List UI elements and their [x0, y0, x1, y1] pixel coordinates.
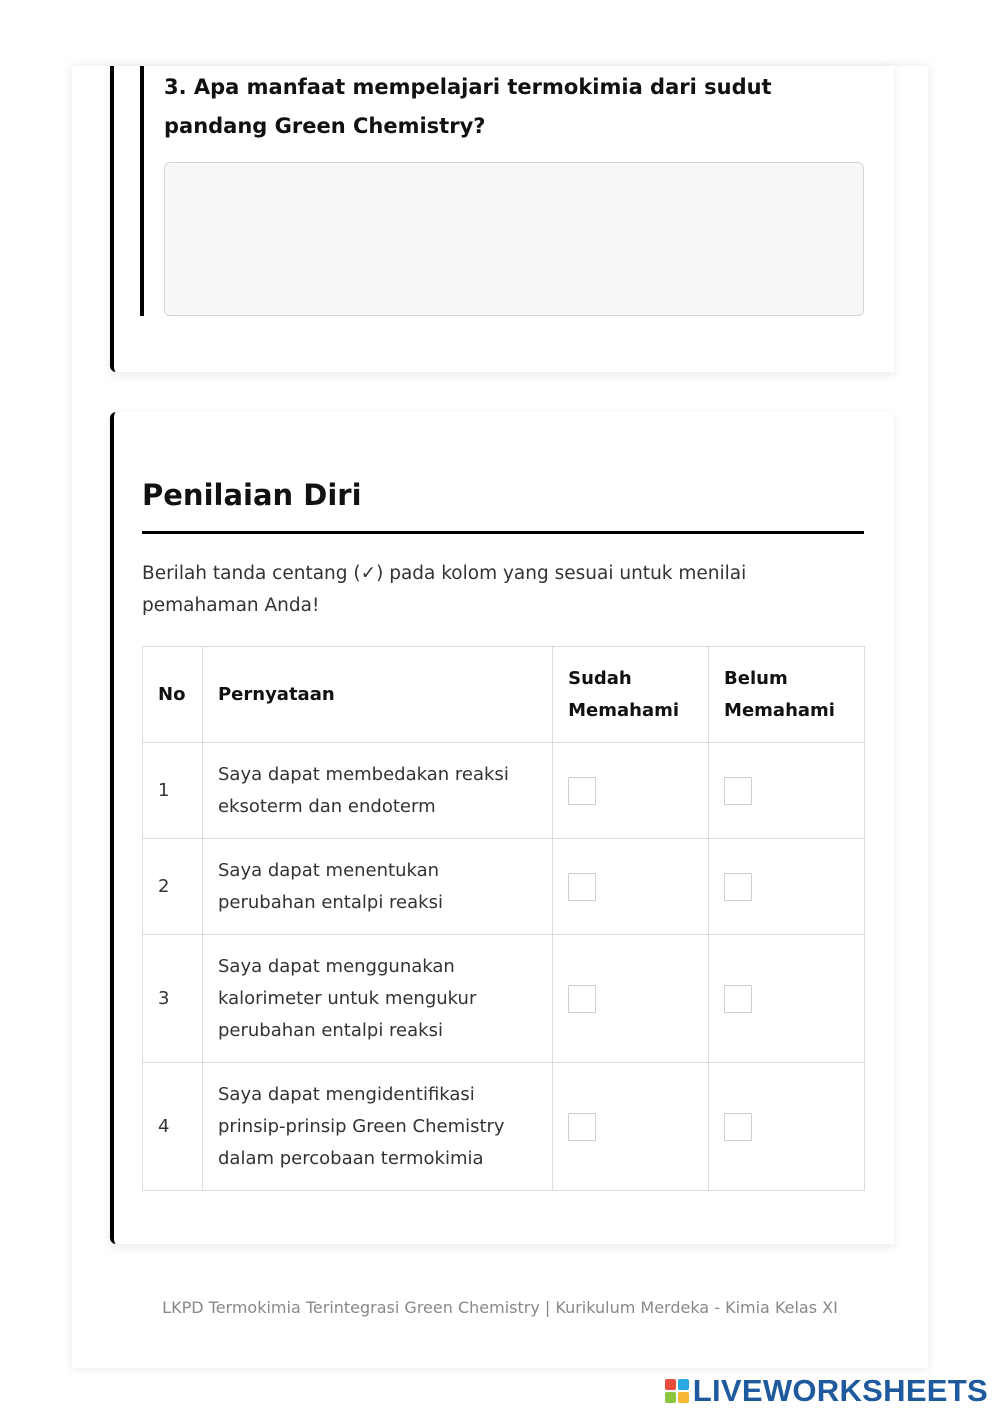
liveworksheets-brand[interactable]	[665, 1374, 988, 1408]
understood-cell	[553, 935, 709, 1063]
header-statement: Pernyataan	[202, 647, 552, 743]
section-title: Penilaian Diri	[142, 478, 362, 512]
row-number: 2	[143, 839, 203, 935]
question-text: 3. Apa manfaat mempelajari termokimia dari sudut pandang Green Chemistry?	[164, 75, 772, 138]
not-understood-checkbox[interactable]	[724, 777, 752, 805]
row-number: 3	[143, 935, 203, 1063]
table-row	[143, 839, 865, 935]
self-assessment-table	[142, 646, 865, 1191]
understood-checkbox[interactable]	[568, 777, 596, 805]
not-understood-cell	[709, 1063, 865, 1191]
not-understood-checkbox[interactable]	[724, 1113, 752, 1141]
header-not-understood: Belum Memahami	[709, 647, 865, 743]
title-divider	[142, 531, 864, 534]
logo-square-blue	[678, 1379, 689, 1390]
row-statement: Saya dapat menggunakan kalorimeter untuk mengukur perubahan entalpi reaksi	[202, 935, 552, 1063]
row-statement: Saya dapat mengidentifikasi prinsip-prinsip Green Chemistry dalam percobaan termokimia	[202, 1063, 552, 1191]
header-no: No	[143, 647, 203, 743]
question-block	[140, 66, 874, 316]
page-footer: LKPD Termokimia Terintegrasi Green Chemistry | Kurikulum Merdeka - Kimia Kelas XI	[162, 1298, 838, 1317]
header-understood: Sudah Memahami	[553, 647, 709, 743]
row-statement: Saya dapat membedakan reaksi eksoterm dan endoterm	[202, 743, 552, 839]
row-statement: Saya dapat menentukan perubahan entalpi reaksi	[202, 839, 552, 935]
row-number: 1	[143, 743, 203, 839]
understood-cell	[553, 1063, 709, 1191]
table-row	[143, 743, 865, 839]
understood-checkbox[interactable]	[568, 985, 596, 1013]
brand-name: LIVEWORKSHEETS	[692, 1373, 988, 1408]
not-understood-checkbox[interactable]	[724, 985, 752, 1013]
logo-square-yellow	[678, 1392, 689, 1403]
logo-square-red	[665, 1379, 676, 1390]
understood-cell	[553, 743, 709, 839]
liveworksheets-logo-icon	[665, 1379, 689, 1403]
not-understood-cell	[709, 935, 865, 1063]
understood-checkbox[interactable]	[568, 873, 596, 901]
table-header-row	[143, 647, 865, 743]
instruction-text: Berilah tanda centang (✓) pada kolom yang sesuai untuk menilai pemahaman Anda!	[142, 563, 747, 616]
logo-square-green	[665, 1392, 676, 1403]
understood-checkbox[interactable]	[568, 1113, 596, 1141]
understood-cell	[553, 839, 709, 935]
row-number: 4	[143, 1063, 203, 1191]
not-understood-cell	[709, 743, 865, 839]
table-row	[143, 1063, 865, 1191]
table-row	[143, 935, 865, 1063]
not-understood-checkbox[interactable]	[724, 873, 752, 901]
not-understood-cell	[709, 839, 865, 935]
answer-input[interactable]	[164, 162, 864, 316]
